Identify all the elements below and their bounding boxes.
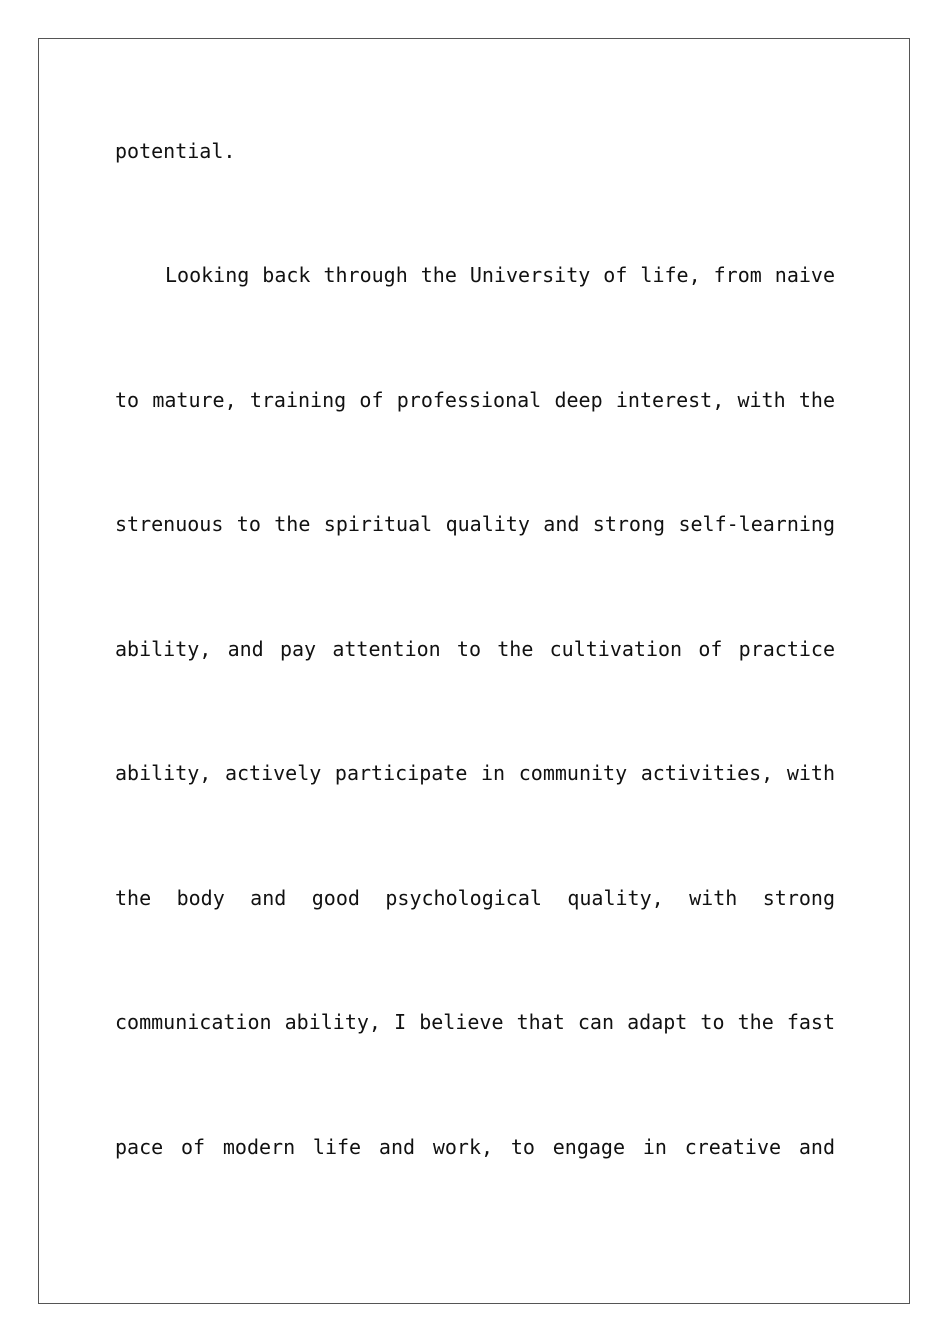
text-line-4: strenuous to the spiritual quality and strong self-learning — [115, 512, 835, 536]
text-line-6: ability, actively participate in community activities, with — [115, 761, 835, 785]
text-line-1: potential. — [115, 139, 236, 163]
text-line-9: pace of modern life and work, to engage in creative and — [115, 1135, 835, 1159]
text-line-5: ability, and pay attention to the cultivation of practice — [115, 637, 835, 661]
text-line-8: communication ability, I believe that can adapt to the fast — [115, 1010, 835, 1034]
page-border — [38, 38, 910, 1304]
text-line-7: the body and good psychological quality, with strong — [115, 886, 835, 910]
text-line-2: Looking back through the University of life, from naive — [165, 263, 835, 287]
text-line-3: to mature, training of professional deep interest, with the — [115, 388, 835, 412]
